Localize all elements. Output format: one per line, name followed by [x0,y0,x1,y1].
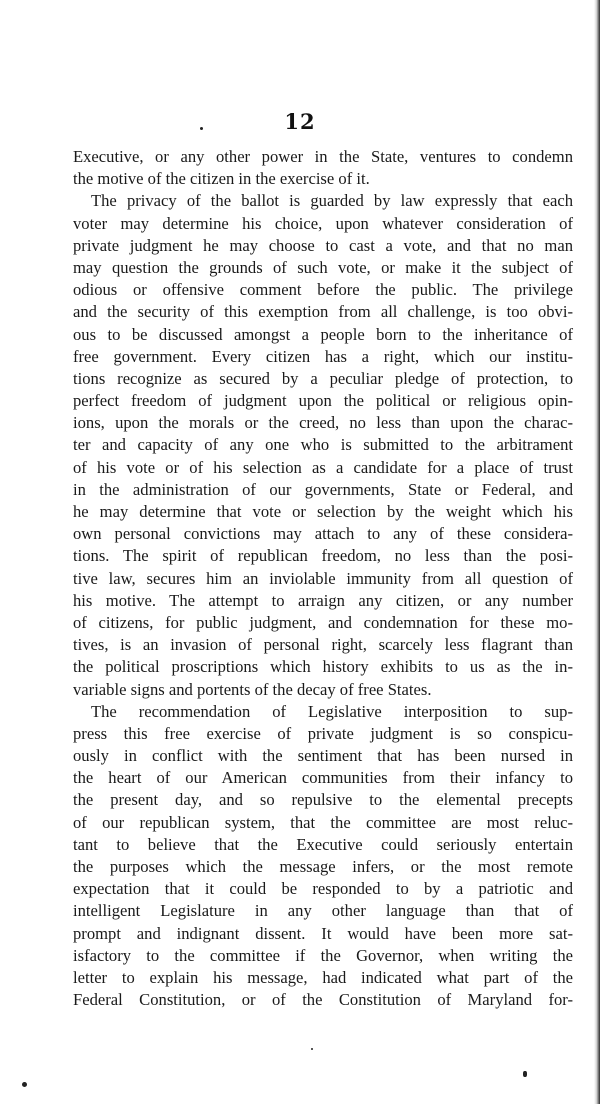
paragraph [73,146,573,190]
ink-speck [523,1071,527,1077]
text-line: The privacy of the ballot is guarded by law expressly that each [91,191,573,211]
text-line: the heart of our American communities from their infancy to [73,768,573,788]
text-line: ous to be discussed amongst a people born to the inheritance of [73,324,573,344]
text-line: own personal convictions may attach to any of these considera- [73,524,573,544]
text-line: private judgment he may choose to cast a vote, and that no man [73,235,573,255]
text-line: and the security of this exemption from all challenge, is too obvi- [73,302,573,322]
text-line: he may determine that vote or selection by the weight which his [73,502,573,521]
paragraph [73,190,573,700]
text-line: in the administration of our governments, State or Federal, and [73,479,573,499]
text-line: of our republican system, that the committee are most reluc- [73,812,573,832]
text-line: may question the grounds of such vote, or make it the subject of [73,257,573,277]
text-line: the present day, and so repulsive to the elemental precepts [73,790,573,810]
text-line: perfect freedom of judgment upon the political or religious opin- [73,391,573,411]
text-line: the political proscriptions which history exhibits to us as the in- [73,657,573,677]
text-line: ter and capacity of any one who is submitted to the arbitrament [73,435,573,455]
ink-speck [22,1082,27,1087]
text-line: variable signs and portents of the decay of free States. [73,679,432,699]
text-line: ions, upon the morals or the creed, no less than upon the charac- [73,413,573,433]
ink-speck [311,1048,313,1050]
text-line: Executive, or any other power in the State, ventures to condemn [73,147,573,166]
text-line: tive law, secures him an inviolable immunity from all question of [73,568,573,588]
text-line: letter to explain his message, had indicated what part of the [73,967,573,987]
text-line: voter may determine his choice, upon whatever consideration of [73,213,573,233]
text-line: Federal Constitution, or of the Constitution of Maryland for- [73,990,573,1010]
text-line: free government. Every citizen has a right, which our institu- [73,346,573,366]
text-line: The recommendation of Legislative interposition to sup- [91,701,573,721]
text-line: tions recognize as secured by a peculiar pledge of protection, to [73,368,573,388]
text-line: tant to believe that the Executive could seriously entertain [73,834,573,854]
text-line: of citizens, for public judgment, and condemnation for these mo- [73,612,573,632]
page-number: 12 [284,109,316,134]
text-line: of his vote or of his selection as a candidate for a place of trust [73,457,573,477]
text-line: odious or offensive comment before the public. The privilege [73,280,573,300]
page-edge-shadow [594,0,600,1104]
text-line: expectation that it could be responded to by a patriotic and [73,879,573,899]
text-line: tions. The spirit of republican freedom, no less than the posi- [73,546,573,566]
text-line: the motive of the citizen in the exercise of it. [73,169,370,189]
paragraph [73,701,573,1012]
text-line: tives, is an invasion of personal right, scarcely less flagrant than [73,635,573,655]
text-line: intelligent Legislature in any other language than that of [73,901,573,921]
body-text [73,146,573,1011]
text-line: isfactory to the committee if the Governor, when writing the [73,945,573,965]
text-line: press this free exercise of private judgment is so conspicu- [73,723,573,743]
text-line: ously in conflict with the sentiment that has been nursed in [73,746,573,766]
text-line: his motive. The attempt to arraign any citizen, or any number [73,590,573,610]
text-line: prompt and indignant dissent. It would have been more sat- [73,923,573,943]
text-line: the purposes which the message infers, or the most remote [73,857,573,876]
